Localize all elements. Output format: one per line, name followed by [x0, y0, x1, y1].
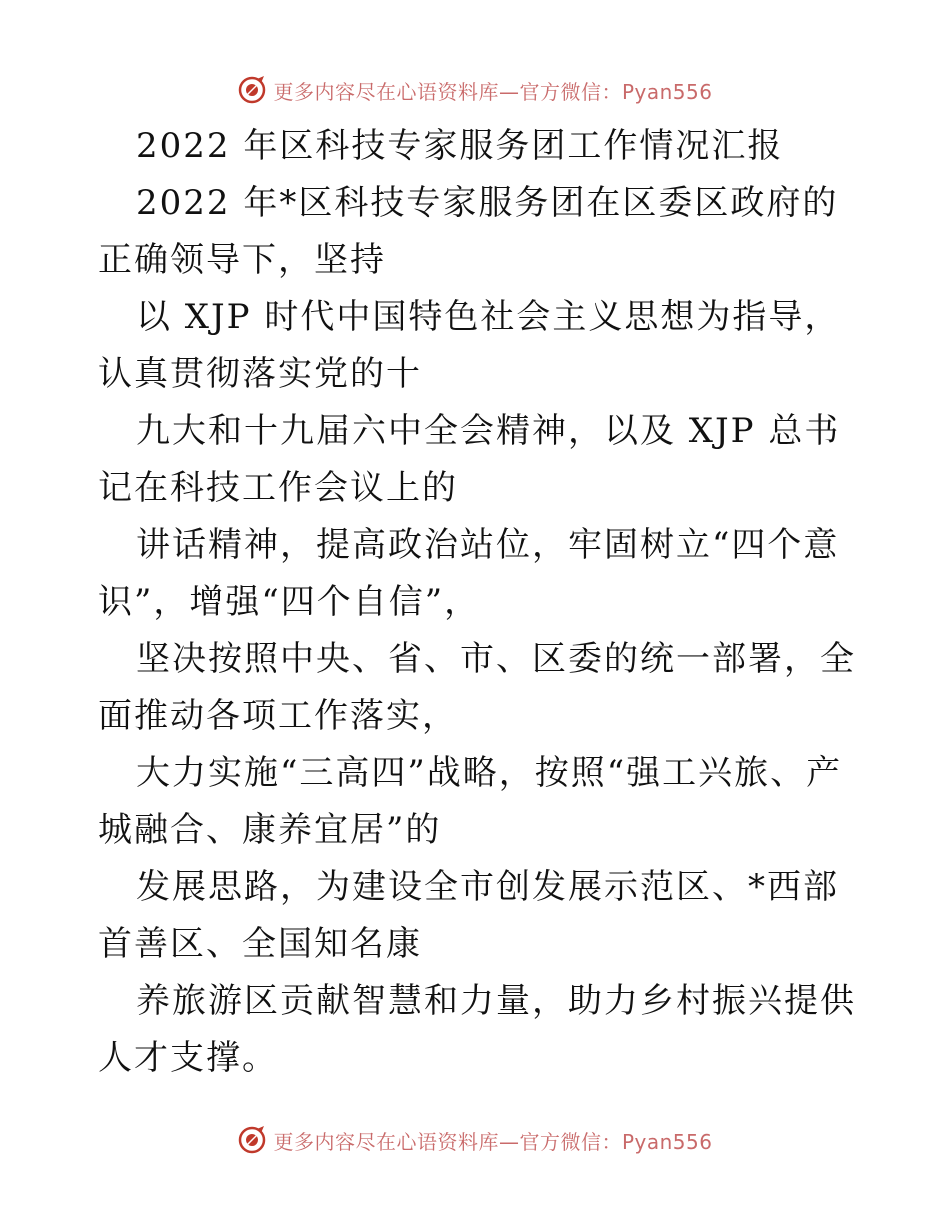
document-title: 2022 年区科技专家服务团工作情况汇报	[136, 126, 784, 166]
watermark-header	[0, 70, 950, 110]
paragraph-6: 大力实施“三高四”战略，按照“强工兴旅、产城融合、康养宜居”的	[98, 753, 843, 850]
paragraph-7: 发展思路，为建设全市创发展示范区、*西部首善区、全国知名康	[98, 867, 839, 964]
document-body	[98, 118, 858, 1087]
paragraph-1: 2022 年*区科技专家服务团在区委区政府的正确领导下，坚持	[98, 183, 839, 280]
paragraph-2: 以 XJP 时代中国特色社会主义思想为指导，认真贯彻落实党的十	[98, 297, 841, 394]
paragraph-4: 讲话精神，提高政治站位，牢固树立“四个意识”，增强“四个自信”，	[98, 525, 840, 622]
quill-seal-icon	[237, 75, 267, 105]
watermark-footer	[0, 1120, 950, 1160]
paragraph-5: 坚决按照中央、省、市、区委的统一部署，全面推动各项工作落实，	[98, 639, 856, 736]
watermark-text: 更多内容尽在心语资料库—官方微信：Pyan556	[273, 79, 713, 104]
quill-seal-icon	[237, 1125, 267, 1155]
paragraph-3: 九大和十九届六中全会精神，以及 XJP 总书记在科技工作会议上的	[98, 411, 841, 508]
watermark-text: 更多内容尽在心语资料库—官方微信：Pyan556	[273, 1129, 713, 1154]
paragraph-8: 养旅游区贡献智慧和力量，助力乡村振兴提供人才支撑。	[98, 981, 856, 1078]
